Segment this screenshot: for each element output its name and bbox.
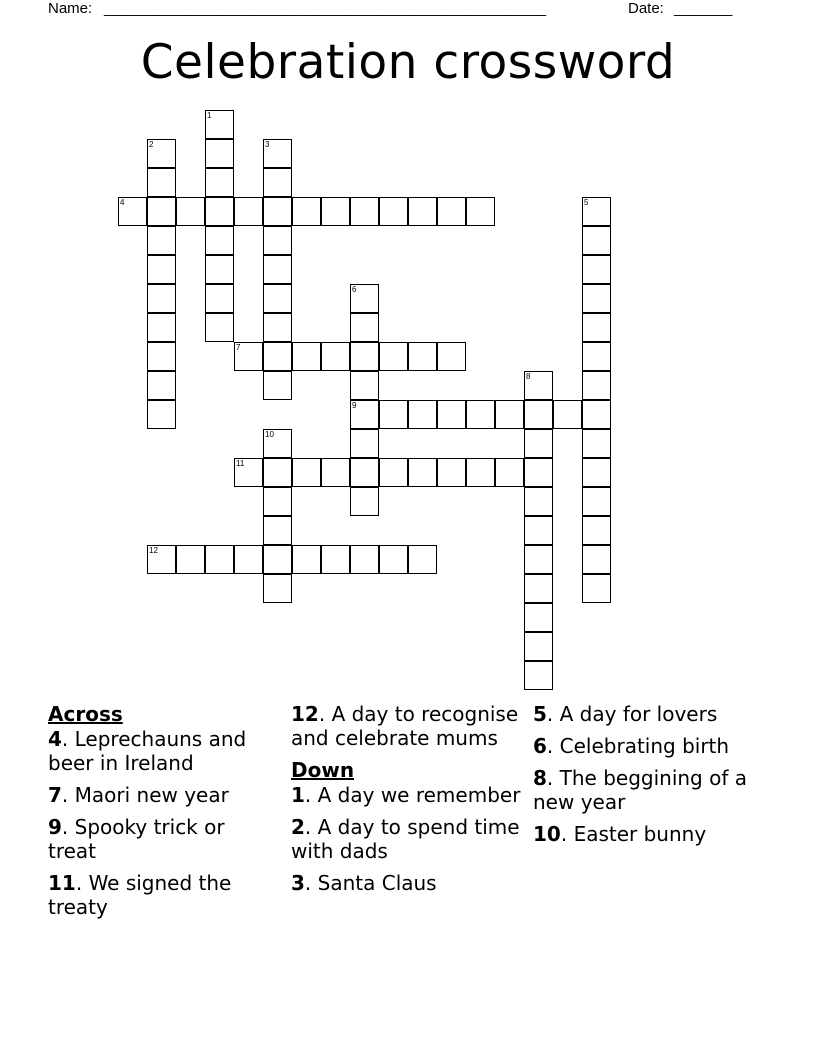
- clue-down-2: 2. A day to spend time with dads: [291, 815, 520, 863]
- cell-number: 2: [149, 140, 154, 149]
- grid-cell[interactable]: [263, 139, 292, 168]
- clues-column-2: [291, 702, 521, 903]
- grid-cell[interactable]: [147, 342, 176, 371]
- grid-cell[interactable]: [524, 661, 553, 690]
- grid-cell[interactable]: [582, 487, 611, 516]
- clue-number: 3: [291, 871, 305, 895]
- grid-cell[interactable]: [147, 313, 176, 342]
- grid-cell[interactable]: [466, 197, 495, 226]
- grid-cell[interactable]: [582, 574, 611, 603]
- grid-cell[interactable]: [263, 284, 292, 313]
- name-blank[interactable]: _____________________________________________________: [104, 0, 547, 17]
- grid-cell[interactable]: [263, 574, 292, 603]
- grid-cell[interactable]: [321, 458, 350, 487]
- grid-cell[interactable]: [466, 458, 495, 487]
- grid-cell[interactable]: [495, 400, 524, 429]
- cell-number: 6: [352, 285, 357, 294]
- grid-cell[interactable]: [147, 545, 176, 574]
- clue-number: 6: [533, 734, 547, 758]
- grid-cell[interactable]: [350, 429, 379, 458]
- grid-cell[interactable]: [582, 197, 611, 226]
- cell-number: 11: [236, 459, 245, 468]
- clue-down-5: 5. A day for lovers: [533, 702, 718, 726]
- clue-across-9: 9. Spooky trick or treat: [48, 815, 225, 863]
- cell-number: 10: [265, 430, 274, 439]
- clue-text: Spooky trick or treat: [48, 815, 225, 863]
- clue-text: A day we remember: [317, 783, 521, 807]
- grid-cell[interactable]: [437, 342, 466, 371]
- clue-number: 2: [291, 815, 305, 839]
- across-heading: Across: [48, 702, 123, 726]
- cell-number: 8: [526, 372, 531, 381]
- grid-cell[interactable]: [582, 400, 611, 429]
- grid-cell[interactable]: [437, 197, 466, 226]
- grid-cell[interactable]: [350, 545, 379, 574]
- grid-cell[interactable]: [524, 458, 553, 487]
- clue-text: Maori new year: [74, 783, 229, 807]
- grid-cell[interactable]: [524, 429, 553, 458]
- grid-cell[interactable]: [234, 545, 263, 574]
- clue-number: 5: [533, 702, 547, 726]
- grid-cell[interactable]: [408, 342, 437, 371]
- grid-cell[interactable]: [205, 545, 234, 574]
- grid-cell[interactable]: [205, 226, 234, 255]
- grid-cell[interactable]: [263, 313, 292, 342]
- grid-cell[interactable]: [524, 400, 553, 429]
- grid-cell[interactable]: [437, 458, 466, 487]
- grid-cell[interactable]: [263, 226, 292, 255]
- grid-cell[interactable]: [205, 110, 234, 139]
- grid-cell[interactable]: [350, 487, 379, 516]
- grid-cell[interactable]: [147, 226, 176, 255]
- grid-cell[interactable]: [408, 545, 437, 574]
- grid-cell[interactable]: [147, 284, 176, 313]
- grid-cell[interactable]: [582, 342, 611, 371]
- grid-cell[interactable]: [263, 168, 292, 197]
- grid-cell[interactable]: [379, 458, 408, 487]
- grid-cell[interactable]: [350, 313, 379, 342]
- grid-cell[interactable]: [263, 458, 292, 487]
- cell-number: 7: [236, 343, 241, 352]
- clue-number: 11: [48, 871, 76, 895]
- grid-cell[interactable]: [350, 400, 379, 429]
- clue-across-12: 12. A day to recognise and celebrate mums: [291, 702, 519, 750]
- clue-down-10: 10. Easter bunny: [533, 822, 707, 846]
- grid-cell[interactable]: [292, 197, 321, 226]
- clue-down-6: 6. Celebrating birth: [533, 734, 730, 758]
- cell-number: 5: [584, 198, 589, 207]
- grid-cell[interactable]: [582, 371, 611, 400]
- date-blank[interactable]: _______: [674, 0, 733, 17]
- grid-cell[interactable]: [582, 255, 611, 284]
- grid-cell[interactable]: [350, 197, 379, 226]
- cell-number: 4: [120, 198, 125, 207]
- grid-cell[interactable]: [524, 603, 553, 632]
- grid-cell[interactable]: [350, 371, 379, 400]
- clue-across-7: 7. Maori new year: [48, 783, 229, 807]
- grid-cell[interactable]: [205, 255, 234, 284]
- grid-cell[interactable]: [408, 197, 437, 226]
- clue-text: Celebrating birth: [559, 734, 730, 758]
- clues-column-3: [533, 702, 773, 854]
- grid-cell[interactable]: [321, 197, 350, 226]
- clue-down-1: 1. A day we remember: [291, 783, 521, 807]
- clue-text: Santa Claus: [317, 871, 437, 895]
- cell-number: 12: [149, 546, 158, 555]
- grid-cell[interactable]: [408, 400, 437, 429]
- grid-cell[interactable]: [147, 400, 176, 429]
- grid-cell[interactable]: [147, 371, 176, 400]
- grid-cell[interactable]: [263, 429, 292, 458]
- grid-cell[interactable]: [205, 313, 234, 342]
- grid-cell[interactable]: [263, 371, 292, 400]
- grid-cell[interactable]: [379, 545, 408, 574]
- grid-cell[interactable]: [466, 400, 495, 429]
- grid-cell[interactable]: [205, 284, 234, 313]
- clue-number: 4: [48, 727, 62, 751]
- grid-cell[interactable]: [524, 574, 553, 603]
- grid-cell[interactable]: [350, 458, 379, 487]
- grid-cell[interactable]: [205, 168, 234, 197]
- grid-cell[interactable]: [582, 458, 611, 487]
- date-label: Date:: [628, 0, 664, 17]
- grid-cell[interactable]: [292, 458, 321, 487]
- name-label: Name:: [48, 0, 93, 17]
- grid-cell[interactable]: [437, 400, 466, 429]
- grid-cell[interactable]: [292, 342, 321, 371]
- grid-cell[interactable]: [582, 313, 611, 342]
- clue-text: A day for lovers: [559, 702, 718, 726]
- grid-cell[interactable]: [321, 342, 350, 371]
- page-title: Celebration crossword: [140, 35, 676, 90]
- grid-cell[interactable]: [408, 458, 437, 487]
- grid-cell[interactable]: [147, 255, 176, 284]
- clue-number: 1: [291, 783, 305, 807]
- clue-number: 10: [533, 822, 561, 846]
- grid-cell[interactable]: [147, 168, 176, 197]
- grid-cell[interactable]: [582, 429, 611, 458]
- grid-cell[interactable]: [379, 400, 408, 429]
- grid-cell[interactable]: [176, 545, 205, 574]
- clue-number: 12: [291, 702, 319, 726]
- clue-down-3: 3. Santa Claus: [291, 871, 437, 895]
- clue-across-4: 4. Leprechauns and beer in Ireland: [48, 727, 247, 775]
- clue-across-11: 11. We signed the treaty: [48, 871, 232, 919]
- clue-number: 8: [533, 766, 547, 790]
- grid-cell[interactable]: [553, 400, 582, 429]
- grid-cell[interactable]: [263, 487, 292, 516]
- grid-cell[interactable]: [176, 197, 205, 226]
- clue-text: The beggining of a new year: [533, 766, 747, 814]
- clue-down-8: 8. The beggining of a new year: [533, 766, 747, 814]
- grid-cell[interactable]: [147, 197, 176, 226]
- grid-cell[interactable]: [263, 342, 292, 371]
- clue-number: 7: [48, 783, 62, 807]
- cell-number: 9: [352, 401, 357, 410]
- grid-cell[interactable]: [205, 139, 234, 168]
- cell-number: 1: [207, 111, 212, 120]
- grid-cell[interactable]: [234, 342, 263, 371]
- clue-text: Leprechauns and beer in Ireland: [48, 727, 247, 775]
- grid-cell[interactable]: [379, 197, 408, 226]
- clue-text: We signed the treaty: [48, 871, 232, 919]
- clue-number: 9: [48, 815, 62, 839]
- grid-cell[interactable]: [234, 458, 263, 487]
- grid-cell[interactable]: [263, 516, 292, 545]
- cell-number: 3: [265, 140, 270, 149]
- grid-cell[interactable]: [263, 197, 292, 226]
- grid-cell[interactable]: [321, 545, 350, 574]
- grid-cell[interactable]: [495, 458, 524, 487]
- grid-cell[interactable]: [350, 342, 379, 371]
- grid-cell[interactable]: [524, 545, 553, 574]
- grid-cell[interactable]: [582, 545, 611, 574]
- grid-cell[interactable]: [582, 284, 611, 313]
- grid-cell[interactable]: [263, 255, 292, 284]
- clue-text: A day to spend time with dads: [291, 815, 520, 863]
- grid-cell[interactable]: [234, 197, 263, 226]
- clue-text: A day to recognise and celebrate mums: [291, 702, 519, 750]
- grid-cell[interactable]: [524, 487, 553, 516]
- grid-cell[interactable]: [582, 226, 611, 255]
- grid-cell[interactable]: [524, 632, 553, 661]
- grid-cell[interactable]: [582, 516, 611, 545]
- down-heading: Down: [291, 758, 355, 782]
- grid-cell[interactable]: [205, 197, 234, 226]
- grid-cell[interactable]: [524, 516, 553, 545]
- grid-cell[interactable]: [292, 545, 321, 574]
- grid-cell[interactable]: [147, 139, 176, 168]
- grid-cell[interactable]: [118, 197, 147, 226]
- grid-cell[interactable]: [350, 284, 379, 313]
- grid-cell[interactable]: [524, 371, 553, 400]
- clue-text: Easter bunny: [573, 822, 707, 846]
- clues-column-1: [48, 702, 278, 927]
- grid-cell[interactable]: [379, 342, 408, 371]
- grid-cell[interactable]: [263, 545, 292, 574]
